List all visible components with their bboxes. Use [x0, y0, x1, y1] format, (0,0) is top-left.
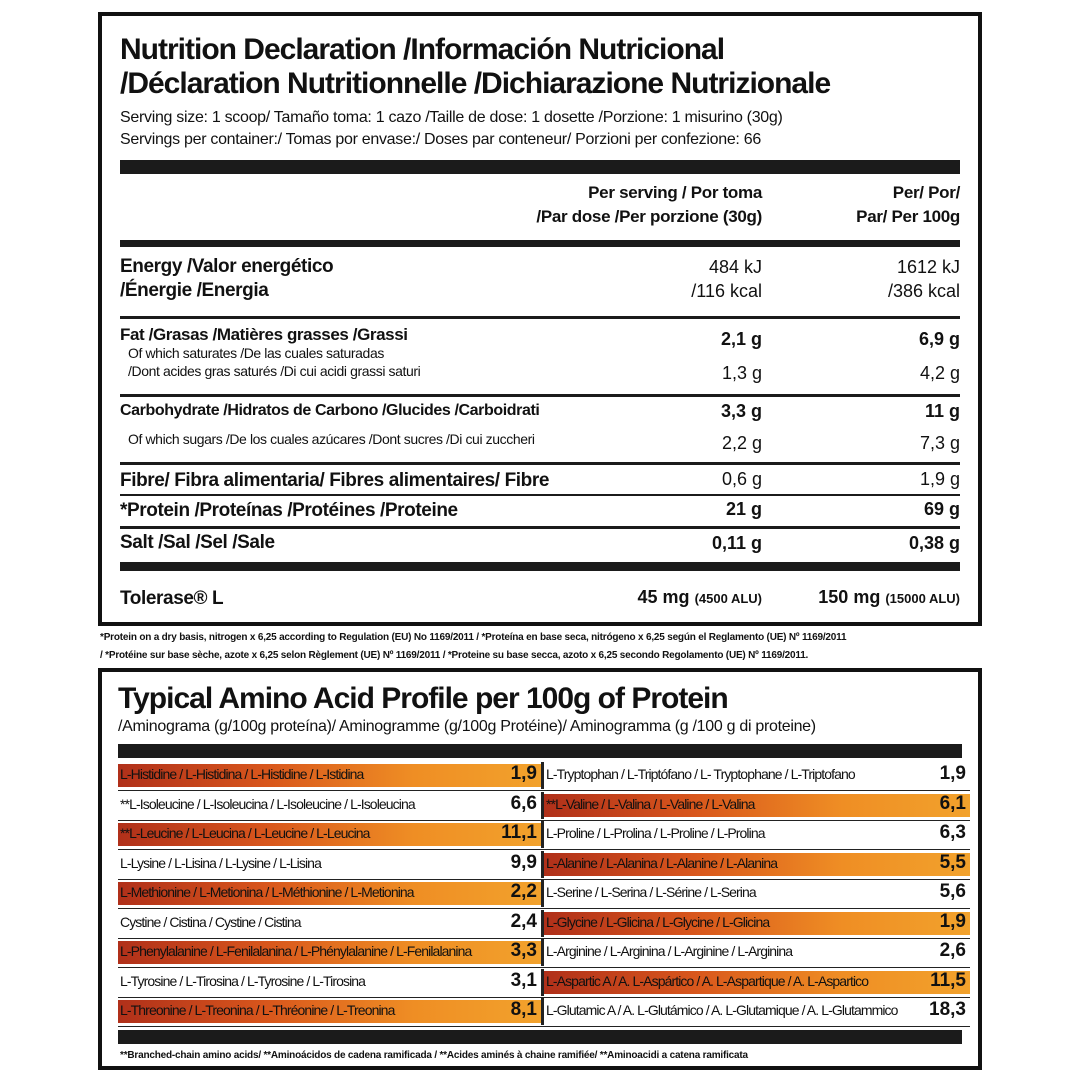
protein-footnote-line2: / *Protéine sur base sèche, azote x 6,25 selon Règlement (UE) Nº 1169/2011 / *Proteine su base secca, azoto x 6,25 secondo Regolamento (UE) Nº 1169/2011. — [100, 650, 809, 661]
saturates-label-2: /Dont acides gras saturés /Di cui acidi grassi saturi — [128, 363, 421, 379]
amino-cell-left — [118, 910, 544, 937]
amino-value: 18,3 — [929, 999, 966, 1020]
salt-serving: 0,11 g — [711, 533, 762, 553]
amino-row — [118, 762, 970, 791]
tolerase-label: Tolerase® L — [120, 588, 224, 609]
saturates-100g: 4,2 g — [919, 363, 960, 383]
amino-row — [118, 880, 970, 909]
protein-serving: 21 g — [725, 499, 762, 519]
amino-value: 2,6 — [939, 940, 966, 961]
fibre-100g: 1,9 g — [919, 469, 960, 489]
amino-cell-right — [544, 939, 970, 966]
amino-name: Cystine / Cistina / Cystine / Cistina — [120, 913, 301, 930]
amino-value: 8,1 — [510, 999, 537, 1020]
tolerase-serving-alu: (4500 ALU) — [694, 591, 762, 606]
salt-label: Salt /Sal /Sel /Sale — [120, 532, 275, 553]
amino-row — [118, 792, 970, 821]
amino-name: L-Proline / L-Prolina / L-Proline / L-Prolina — [546, 825, 765, 841]
amino-cell-left — [118, 969, 544, 996]
amino-subtitle: /Aminograma (g/100g proteína)/ Aminogramme (g/100g Protéine)/ Aminogramma (g /100 g di proteine) — [118, 718, 816, 735]
divider — [120, 240, 960, 247]
amino-cell-right — [544, 821, 970, 848]
protein-100g: 69 g — [923, 499, 960, 519]
amino-value: 1,9 — [510, 763, 537, 784]
protein-label: *Protein /Proteínas /Protéines /Proteine — [120, 500, 458, 521]
amino-name: L-Arginine / L-Arginina / L-Arginine / L-Arginina — [546, 943, 793, 959]
amino-title: Typical Amino Acid Profile per 100g of Protein — [118, 682, 728, 715]
carbohydrate-serving: 3,3 g — [720, 401, 762, 421]
nutrition-title-line2: /Déclaration Nutritionnelle /Dichiarazione Nutrizionale — [120, 67, 831, 100]
amino-row — [118, 969, 970, 998]
divider — [120, 562, 960, 571]
amino-value: 11,1 — [501, 822, 537, 843]
amino-name: L-Methionine / L-Metionina / L-Méthionine / L-Metionina — [120, 884, 414, 900]
tolerase-serving — [638, 586, 762, 610]
amino-name: **L-Valine / L-Valina / L-Valine / L-Valina — [546, 795, 755, 812]
amino-value: 2,4 — [510, 910, 537, 932]
amino-name: **L-Leucine / L-Leucina / L-Leucine / L-Leucina — [120, 825, 370, 841]
amino-cell-right — [544, 880, 970, 907]
amino-name: L-Glycine / L-Glicina / L-Glycine / L-Glicina — [546, 913, 770, 930]
salt-100g: 0,38 g — [908, 533, 960, 553]
amino-cell-right — [544, 910, 970, 937]
amino-cell-right — [544, 969, 970, 996]
amino-cell-left — [118, 821, 544, 848]
fibre-label: Fibre/ Fibra alimentaria/ Fibres alimentaires/ Fibre — [120, 470, 550, 491]
amino-value: 6,1 — [939, 792, 966, 814]
sugars-label: Of which sugars /De los cuales azúcares /Dont sucres /Di cui zuccheri — [128, 431, 535, 447]
amino-name: L-Serine / L-Serina / L-Sérine / L-Serina — [546, 884, 756, 900]
col1-header-line2: /Par dose /Per porzione (30g) — [536, 207, 762, 226]
carbohydrate-100g: 11 g — [924, 401, 960, 421]
divider — [120, 526, 960, 529]
fat-label: Fat /Grasas /Matières grasses /Grassi — [120, 325, 408, 344]
amino-cell-right — [544, 851, 970, 878]
amino-footer-bar — [118, 1030, 962, 1044]
tolerase-100g-alu: (15000 ALU) — [885, 591, 960, 606]
bcaa-note: **Branched-chain amino acids/ **Aminoácidos de cadena ramificada / **Acides aminés à chaine ramifiée/ **Aminoacidi a catena ramificata — [120, 1050, 748, 1061]
amino-cell-left — [118, 792, 544, 819]
divider — [120, 394, 960, 397]
amino-name: L-Tyrosine / L-Tirosina / L-Tyrosine / L-Tirosina — [120, 972, 366, 989]
energy-label: Energy /Valor energético — [120, 256, 334, 277]
amino-cell-left — [118, 939, 544, 966]
saturates-serving: 1,3 g — [721, 363, 762, 383]
energy-kj-serving: 484 kJ — [708, 257, 762, 277]
amino-cell-right — [544, 792, 970, 819]
divider — [120, 462, 960, 465]
amino-name: L-Histidine / L-Histidina / L-Histidine / L-Istidina — [120, 766, 364, 782]
amino-name: **L-Isoleucine / L-Isoleucina / L-Isoleucine / L-Isoleucina — [120, 795, 415, 812]
fibre-serving: 0,6 g — [721, 469, 762, 489]
amino-row — [118, 851, 970, 880]
energy-kj-100g: 1612 kJ — [896, 257, 960, 277]
amino-name: L-Glutamic A / A. L-Glutámico / A. L-Glutamique / A. L-Glutammico — [546, 1002, 898, 1018]
carbohydrate-label: Carbohydrate /Hidratos de Carbono /Glucides /Carboidrati — [120, 402, 540, 419]
saturates-label: Of which saturates /De las cuales saturadas — [128, 345, 384, 361]
amino-cell-left — [118, 762, 544, 789]
amino-cell-left — [118, 880, 544, 907]
amino-name: L-Tryptophan / L-Triptófano / L- Tryptophane / L-Triptofano — [546, 766, 855, 782]
sugars-serving: 2,2 g — [721, 433, 762, 453]
divider — [120, 494, 960, 496]
divider — [120, 316, 960, 319]
amino-acid-panel — [98, 668, 982, 1070]
amino-value: 1,9 — [939, 763, 966, 784]
amino-cell-right — [544, 762, 970, 789]
amino-value: 3,3 — [510, 940, 537, 961]
fat-serving: 2,1 g — [720, 329, 762, 349]
amino-value: 1,9 — [939, 910, 966, 932]
amino-name: L-Phenylalanine / L-Fenilalanina / L-Phénylalanine / L-Fenilalanina — [120, 943, 472, 959]
amino-row — [118, 821, 970, 850]
col2-header-line2: Par/ Per 100g — [856, 207, 960, 226]
serving-size: Serving size: 1 scoop/ Tamaño toma: 1 cazo /Taille de dose: 1 dosette /Porzione: 1 misurino (30g) — [120, 109, 783, 126]
tolerase-100g — [818, 586, 960, 610]
amino-value: 3,1 — [510, 969, 537, 991]
tolerase-serving-value: 45 mg — [637, 587, 690, 607]
amino-name: L-Threonine / L-Treonina / L-Thréonine / L-Treonina — [120, 1002, 395, 1018]
amino-row — [118, 939, 970, 968]
sugars-100g: 7,3 g — [919, 433, 960, 453]
energy-kcal-100g: /386 kcal — [887, 281, 960, 301]
tolerase-100g-value: 150 mg — [818, 587, 881, 607]
amino-value: 5,5 — [939, 851, 966, 873]
energy-label-2: /Énergie /Energia — [120, 280, 269, 301]
energy-kcal-serving: /116 kcal — [691, 281, 762, 301]
protein-footnote-line1: *Protein on a dry basis, nitrogen x 6,25 according to Regulation (EU) No 1169/2011 / *Proteína en base seca, nitrógeno x 6,25 según el Reglamento (UE) Nº 1169/2011 — [100, 632, 847, 643]
servings-per-container: Servings per container:/ Tomas por envase:/ Doses par conteneur/ Porzioni per confezione: 66 — [120, 131, 761, 148]
amino-header-bar — [118, 744, 962, 758]
nutrition-title-line1: Nutrition Declaration /Información Nutricional — [120, 33, 725, 66]
amino-cell-right — [544, 998, 970, 1025]
col2-header-line1: Per/ Por/ — [892, 183, 960, 202]
col1-header-line1: Per serving / Por toma — [588, 183, 762, 202]
amino-name: L-Aspartic A / A. L-Aspártico / A. L-Aspartique / A. L-Aspartico — [546, 972, 869, 989]
amino-name: L-Lysine / L-Lisina / L-Lysine / L-Lisina — [120, 854, 321, 871]
amino-value: 11,5 — [930, 969, 966, 991]
amino-value: 2,2 — [510, 881, 537, 902]
header-bar — [120, 160, 960, 174]
nutrition-panel — [98, 12, 982, 626]
amino-value: 5,6 — [939, 881, 966, 902]
amino-name: L-Alanine / L-Alanina / L-Alanine / L-Alanina — [546, 854, 778, 871]
amino-row — [118, 998, 970, 1027]
amino-value: 9,9 — [510, 851, 537, 873]
amino-cell-left — [118, 998, 544, 1025]
amino-value: 6,3 — [939, 822, 966, 843]
amino-value: 6,6 — [510, 792, 537, 814]
amino-row — [118, 910, 970, 939]
amino-cell-left — [118, 851, 544, 878]
fat-100g: 6,9 g — [918, 329, 960, 349]
